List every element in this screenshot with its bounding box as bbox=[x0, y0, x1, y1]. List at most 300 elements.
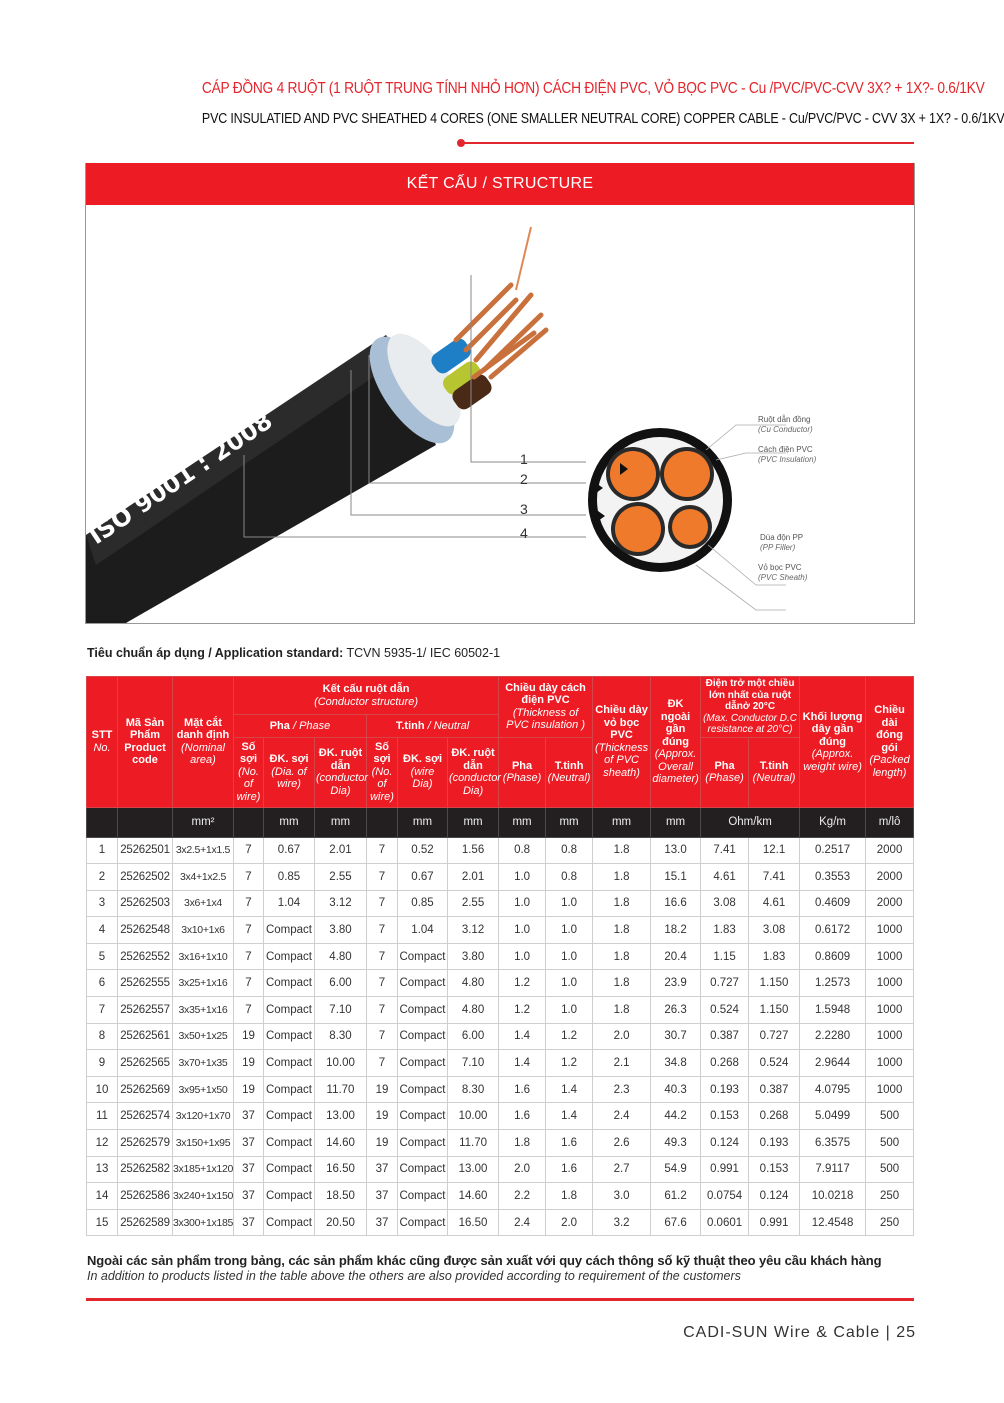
table-cell: 1.8 bbox=[593, 943, 651, 970]
units-row: mm² mm mm mm mm mm mm mm mm Ohm/km Kg/m m/lô bbox=[87, 807, 914, 837]
table-cell: 1.0 bbox=[499, 890, 546, 917]
table-cell: 7 bbox=[367, 864, 398, 891]
table-cell: 25262503 bbox=[118, 890, 173, 917]
table-cell: 1.5948 bbox=[800, 997, 866, 1024]
table-cell: 0.524 bbox=[701, 997, 749, 1024]
table-row bbox=[87, 943, 914, 970]
table-cell: 1.4 bbox=[546, 1076, 593, 1103]
table-cell: 2.55 bbox=[448, 890, 499, 917]
table-cell: 2000 bbox=[866, 890, 914, 917]
table-cell: 9 bbox=[87, 1050, 118, 1077]
col-phase-conductor-dia: ĐK. ruột dẫn (conductor Dia) bbox=[315, 737, 367, 807]
cable-print-text: ISO 9001 : 2008 bbox=[83, 406, 278, 550]
table-cell: 18.50 bbox=[315, 1183, 367, 1210]
table-cell: 0.524 bbox=[749, 1050, 800, 1077]
table-cell: 250 bbox=[866, 1209, 914, 1236]
table-cell: 1.2 bbox=[499, 970, 546, 997]
table-cell: 7 bbox=[367, 943, 398, 970]
table-cell: 2 bbox=[87, 864, 118, 891]
table-cell: 7.41 bbox=[749, 864, 800, 891]
col-stt: STT No. bbox=[87, 677, 118, 808]
table-cell: 25262586 bbox=[118, 1183, 173, 1210]
table-cell: 44.2 bbox=[651, 1103, 701, 1130]
table-cell: 7 bbox=[234, 943, 264, 970]
table-cell: 2.0 bbox=[593, 1023, 651, 1050]
table-cell: 4.80 bbox=[315, 943, 367, 970]
note-english: In addition to products listed in the table above the others are also provided according to requirement of the customers bbox=[87, 1269, 741, 1283]
table-cell: 1.8 bbox=[593, 837, 651, 864]
table-cell: 16.50 bbox=[315, 1156, 367, 1183]
table-cell: 1000 bbox=[866, 1050, 914, 1077]
table-cell: 25262582 bbox=[118, 1156, 173, 1183]
title-rule bbox=[462, 142, 914, 144]
table-cell: 13.00 bbox=[315, 1103, 367, 1130]
col-phase-group: Pha / Phase bbox=[234, 715, 367, 737]
table-cell: 8.30 bbox=[448, 1076, 499, 1103]
label-pvc-sheath: Vỏ bọc PVC (PVC Sheath) bbox=[758, 563, 808, 582]
table-row bbox=[87, 1183, 914, 1210]
table-row bbox=[87, 1156, 914, 1183]
table-cell: 1.0 bbox=[546, 917, 593, 944]
table-row bbox=[87, 1103, 914, 1130]
table-cell: 0.124 bbox=[749, 1183, 800, 1210]
table-cell: 12.4548 bbox=[800, 1209, 866, 1236]
table-cell: 13.0 bbox=[651, 837, 701, 864]
table-cell: 2.01 bbox=[315, 837, 367, 864]
table-cell: 8.30 bbox=[315, 1023, 367, 1050]
table-cell: 0.67 bbox=[264, 837, 315, 864]
table-cell: 11.70 bbox=[315, 1076, 367, 1103]
table-cell: Compact bbox=[264, 1183, 315, 1210]
table-cell: 3x240+1x150 bbox=[173, 1183, 234, 1210]
table-cell: 37 bbox=[234, 1103, 264, 1130]
table-cell: 14.60 bbox=[448, 1183, 499, 1210]
table-cell: 0.6172 bbox=[800, 917, 866, 944]
table-cell: 37 bbox=[367, 1183, 398, 1210]
table-cell: Compact bbox=[264, 943, 315, 970]
table-cell: 4.80 bbox=[448, 997, 499, 1024]
structure-panel bbox=[85, 163, 915, 624]
table-cell: 1.4 bbox=[499, 1023, 546, 1050]
table-cell: 7 bbox=[234, 970, 264, 997]
col-res-neutral: T.tinh (Neutral) bbox=[749, 737, 800, 807]
table-cell: 7 bbox=[367, 997, 398, 1024]
table-row bbox=[87, 837, 914, 864]
title-vietnamese: CÁP ĐỒNG 4 RUỘT (1 RUỘT TRUNG TÍNH NHỎ HƠN) CÁCH ĐIỆN PVC, VỎ BỌC PVC - Cu /PVC/PVC-CVV 3X? + 1X?- 0.6/1KV bbox=[201, 80, 985, 97]
table-cell: 1000 bbox=[866, 1076, 914, 1103]
table-cell: 2.01 bbox=[448, 864, 499, 891]
table-cell: 49.3 bbox=[651, 1130, 701, 1157]
col-conductor-structure: Kết cấu ruột dẫn (Conductor structure) bbox=[234, 677, 499, 715]
table-cell: Compact bbox=[398, 997, 448, 1024]
table-cell: 14.60 bbox=[315, 1130, 367, 1157]
table-cell: 1.4 bbox=[499, 1050, 546, 1077]
table-cell: 1.2 bbox=[546, 1050, 593, 1077]
table-cell: 2.4 bbox=[499, 1209, 546, 1236]
table-cell: 2.0 bbox=[499, 1156, 546, 1183]
table-cell: 0.268 bbox=[701, 1050, 749, 1077]
table-cell: 15 bbox=[87, 1209, 118, 1236]
table-cell: 25262589 bbox=[118, 1209, 173, 1236]
table-cell: 3x50+1x25 bbox=[173, 1023, 234, 1050]
table-cell: 7 bbox=[367, 890, 398, 917]
table-cell: 2.7 bbox=[593, 1156, 651, 1183]
label-cu-conductor: Ruột dẫn đồng (Cu Conductor) bbox=[758, 415, 813, 434]
table-cell: 4.80 bbox=[448, 970, 499, 997]
table-cell: 1.0 bbox=[546, 943, 593, 970]
table-cell: Compact bbox=[398, 1156, 448, 1183]
title-english: PVC INSULATIED AND PVC SHEATHED 4 CORES (ONE SMALLER NEUTRAL CORE) COPPER CABLE - Cu/PVC/PVC - CVV 3X + 1X? - 0.6/1KV bbox=[201, 111, 1004, 127]
table-cell: 3.12 bbox=[315, 890, 367, 917]
table-cell: 20.4 bbox=[651, 943, 701, 970]
table-cell: 2000 bbox=[866, 837, 914, 864]
callout-4: 4 bbox=[520, 525, 528, 541]
table-cell: 0.3553 bbox=[800, 864, 866, 891]
table-cell: 1.2 bbox=[546, 1023, 593, 1050]
table-cell: 0.153 bbox=[749, 1156, 800, 1183]
table-cell: 3.12 bbox=[448, 917, 499, 944]
col-area: Mặt cắt danh định (Nominal area) bbox=[173, 677, 234, 808]
label-pp-filler: Dùa độn PP (PP Filler) bbox=[760, 533, 804, 552]
table-cell: 1.6 bbox=[546, 1156, 593, 1183]
structure-illustration bbox=[83, 205, 914, 623]
table-cell: 3.0 bbox=[593, 1183, 651, 1210]
table-cell: 1.150 bbox=[749, 970, 800, 997]
table-cell: 7.9117 bbox=[800, 1156, 866, 1183]
col-dc-resistance: Điện trở một chiều lớn nhất của ruột dẫnở 20°C (Max. Conductor D.C resistance at 20°C) bbox=[701, 677, 800, 738]
table-cell: 1.150 bbox=[749, 997, 800, 1024]
table-cell: 37 bbox=[234, 1130, 264, 1157]
table-cell: 25262579 bbox=[118, 1130, 173, 1157]
table-cell: 1.0 bbox=[546, 970, 593, 997]
table-cell: 2.55 bbox=[315, 864, 367, 891]
table-cell: Compact bbox=[398, 1130, 448, 1157]
table-cell: 25262569 bbox=[118, 1076, 173, 1103]
table-cell: 3.08 bbox=[701, 890, 749, 917]
table-cell: 25262548 bbox=[118, 917, 173, 944]
col-neutral-conductor-dia: ĐK. ruột dẫn (conductor Dia) bbox=[448, 737, 499, 807]
table-cell: 1000 bbox=[866, 1023, 914, 1050]
callout-2: 2 bbox=[520, 471, 528, 487]
table-cell: Compact bbox=[264, 1209, 315, 1236]
table-cell: 11.70 bbox=[448, 1130, 499, 1157]
table-cell: Compact bbox=[264, 1050, 315, 1077]
table-cell: 0.4609 bbox=[800, 890, 866, 917]
table-cell: 20.50 bbox=[315, 1209, 367, 1236]
table-cell: 3x10+1x6 bbox=[173, 917, 234, 944]
table-cell: 3.80 bbox=[315, 917, 367, 944]
table-cell: 1.0 bbox=[499, 864, 546, 891]
table-cell: 10.00 bbox=[448, 1103, 499, 1130]
table-cell: 13 bbox=[87, 1156, 118, 1183]
table-cell: 3x4+1x2.5 bbox=[173, 864, 234, 891]
table-row bbox=[87, 1023, 914, 1050]
table-cell: 26.3 bbox=[651, 997, 701, 1024]
callout-1: 1 bbox=[520, 451, 528, 467]
table-cell: 7.10 bbox=[448, 1050, 499, 1077]
callout-3: 3 bbox=[520, 501, 528, 517]
table-cell: 37 bbox=[234, 1183, 264, 1210]
table-cell: 0.727 bbox=[749, 1023, 800, 1050]
table-cell: 37 bbox=[234, 1156, 264, 1183]
table-cell: 1.0 bbox=[499, 943, 546, 970]
table-cell: 3x70+1x35 bbox=[173, 1050, 234, 1077]
table-cell: 25262502 bbox=[118, 864, 173, 891]
table-cell: Compact bbox=[264, 1156, 315, 1183]
table-row bbox=[87, 1050, 914, 1077]
table-cell: 16.50 bbox=[448, 1209, 499, 1236]
table-cell: 19 bbox=[234, 1076, 264, 1103]
table-cell: 0.991 bbox=[749, 1209, 800, 1236]
table-cell: 3x25+1x16 bbox=[173, 970, 234, 997]
col-res-phase: Pha (Phase) bbox=[701, 737, 749, 807]
table-cell: 7 bbox=[367, 837, 398, 864]
table-cell: 1.4 bbox=[546, 1103, 593, 1130]
table-cell: 3x150+1x95 bbox=[173, 1130, 234, 1157]
table-cell: 37 bbox=[367, 1209, 398, 1236]
table-cell: 7 bbox=[367, 1050, 398, 1077]
table-cell: 1.0 bbox=[546, 890, 593, 917]
table-cell: 0.8 bbox=[546, 864, 593, 891]
table-cell: 0.124 bbox=[701, 1130, 749, 1157]
table-cell: 37 bbox=[234, 1209, 264, 1236]
table-cell: 1000 bbox=[866, 997, 914, 1024]
note-vietnamese: Ngoài các sản phẩm trong bảng, các sản phẩm khác cũng được sản xuất với quy cách thông số kỹ thuật theo yêu cầu khách hàng bbox=[87, 1253, 882, 1268]
table-cell: 500 bbox=[866, 1103, 914, 1130]
table-row bbox=[87, 997, 914, 1024]
table-cell: 6.3575 bbox=[800, 1130, 866, 1157]
table-row bbox=[87, 1209, 914, 1236]
table-cell: 8 bbox=[87, 1023, 118, 1050]
table-cell: 30.7 bbox=[651, 1023, 701, 1050]
table-cell: 1.8 bbox=[593, 864, 651, 891]
table-cell: 4.0795 bbox=[800, 1076, 866, 1103]
col-neutral-group: T.tinh / Neutral bbox=[367, 715, 499, 737]
table-cell: Compact bbox=[264, 997, 315, 1024]
table-cell: 0.153 bbox=[701, 1103, 749, 1130]
table-cell: 0.991 bbox=[701, 1156, 749, 1183]
table-cell: 1.8 bbox=[593, 890, 651, 917]
table-cell: 6 bbox=[87, 970, 118, 997]
table-cell: Compact bbox=[398, 943, 448, 970]
col-phase-no-wire: Số sợi (No. of wire) bbox=[234, 737, 264, 807]
standard-label: Tiêu chuẩn áp dụng / Application standard: bbox=[87, 646, 344, 660]
table-cell: 3x35+1x16 bbox=[173, 997, 234, 1024]
bottom-rule bbox=[86, 1298, 914, 1301]
structure-heading: KẾT CẤU / STRUCTURE bbox=[86, 163, 914, 205]
table-cell: 34.8 bbox=[651, 1050, 701, 1077]
table-cell: 0.8 bbox=[499, 837, 546, 864]
table-cell: 3x120+1x70 bbox=[173, 1103, 234, 1130]
table-cell: 1.8 bbox=[546, 1183, 593, 1210]
table-cell: 0.387 bbox=[749, 1076, 800, 1103]
table-cell: Compact bbox=[398, 1103, 448, 1130]
table-cell: Compact bbox=[264, 970, 315, 997]
table-cell: 2.9644 bbox=[800, 1050, 866, 1077]
table-cell: 67.6 bbox=[651, 1209, 701, 1236]
table-cell: 3.80 bbox=[448, 943, 499, 970]
table-cell: 3.08 bbox=[749, 917, 800, 944]
table-cell: 1.2573 bbox=[800, 970, 866, 997]
table-cell: 0.85 bbox=[264, 864, 315, 891]
table-cell: 23.9 bbox=[651, 970, 701, 997]
table-cell: 7 bbox=[367, 970, 398, 997]
table-cell: 1.6 bbox=[499, 1103, 546, 1130]
col-packed-length: Chiều dài đóng gói (Packed length) bbox=[866, 677, 914, 808]
table-cell: 1.83 bbox=[749, 943, 800, 970]
table-cell: Compact bbox=[264, 1130, 315, 1157]
table-cell: 1.0 bbox=[546, 997, 593, 1024]
table-cell: 0.268 bbox=[749, 1103, 800, 1130]
table-cell: Compact bbox=[398, 1183, 448, 1210]
table-cell: 7 bbox=[234, 997, 264, 1024]
table-row bbox=[87, 864, 914, 891]
table-cell: 3x16+1x10 bbox=[173, 943, 234, 970]
spec-table-body bbox=[87, 837, 914, 1236]
table-row bbox=[87, 917, 914, 944]
table-cell: 1.6 bbox=[499, 1076, 546, 1103]
table-cell: 2.2 bbox=[499, 1183, 546, 1210]
table-cell: 1.6 bbox=[546, 1130, 593, 1157]
table-cell: 0.0601 bbox=[701, 1209, 749, 1236]
table-cell: Compact bbox=[398, 1023, 448, 1050]
table-cell: 19 bbox=[367, 1130, 398, 1157]
table-cell: 25262552 bbox=[118, 943, 173, 970]
table-cell: 40.3 bbox=[651, 1076, 701, 1103]
table-cell: 0.387 bbox=[701, 1023, 749, 1050]
table-cell: 15.1 bbox=[651, 864, 701, 891]
table-cell: 1.04 bbox=[398, 917, 448, 944]
table-cell: 3x95+1x50 bbox=[173, 1076, 234, 1103]
table-cell: 2.2280 bbox=[800, 1023, 866, 1050]
table-cell: Compact bbox=[264, 1103, 315, 1130]
table-cell: Compact bbox=[264, 917, 315, 944]
table-cell: 11 bbox=[87, 1103, 118, 1130]
table-cell: 25262574 bbox=[118, 1103, 173, 1130]
table-cell: 2.1 bbox=[593, 1050, 651, 1077]
col-ins-neutral: T.tinh (Neutral) bbox=[546, 737, 593, 807]
table-cell: 1.8 bbox=[593, 997, 651, 1024]
table-row bbox=[87, 890, 914, 917]
table-cell: 14 bbox=[87, 1183, 118, 1210]
table-cell: 7 bbox=[234, 864, 264, 891]
table-cell: 6.00 bbox=[448, 1023, 499, 1050]
table-cell: 5 bbox=[87, 943, 118, 970]
table-cell: 16.6 bbox=[651, 890, 701, 917]
table-cell: 1.2 bbox=[499, 997, 546, 1024]
table-cell: 0.8 bbox=[546, 837, 593, 864]
table-cell: 13.00 bbox=[448, 1156, 499, 1183]
table-cell: 25262555 bbox=[118, 970, 173, 997]
table-cell: 54.9 bbox=[651, 1156, 701, 1183]
table-cell: 19 bbox=[234, 1050, 264, 1077]
table-cell: 7 bbox=[234, 917, 264, 944]
table-cell: 10.0218 bbox=[800, 1183, 866, 1210]
table-cell: 7 bbox=[367, 917, 398, 944]
table-cell: 12 bbox=[87, 1130, 118, 1157]
table-cell: 5.0499 bbox=[800, 1103, 866, 1130]
table-cell: 4.61 bbox=[749, 890, 800, 917]
label-pvc-insulation: Cách điện PVC (PVC Insulation) bbox=[758, 445, 817, 464]
table-cell: Compact bbox=[398, 1209, 448, 1236]
table-cell: 3x185+1x120 bbox=[173, 1156, 234, 1183]
table-cell: 0.67 bbox=[398, 864, 448, 891]
table-row bbox=[87, 1130, 914, 1157]
table-cell: 500 bbox=[866, 1130, 914, 1157]
table-cell: 2.3 bbox=[593, 1076, 651, 1103]
table-cell: 1000 bbox=[866, 917, 914, 944]
table-cell: 7 bbox=[367, 1023, 398, 1050]
table-cell: 1.0 bbox=[499, 917, 546, 944]
table-cell: 2.4 bbox=[593, 1103, 651, 1130]
table-cell: 10.00 bbox=[315, 1050, 367, 1077]
table-cell: 18.2 bbox=[651, 917, 701, 944]
table-cell: 25262561 bbox=[118, 1023, 173, 1050]
col-insulation-thickness: Chiều dày cách điện PVC (Thickness of PVC insulation ) bbox=[499, 677, 593, 738]
table-cell: 1.83 bbox=[701, 917, 749, 944]
table-cell: 1000 bbox=[866, 943, 914, 970]
table-cell: Compact bbox=[264, 1023, 315, 1050]
col-code: Mã Sản Phẩm Product code bbox=[118, 677, 173, 808]
table-row bbox=[87, 1076, 914, 1103]
table-cell: 3.2 bbox=[593, 1209, 651, 1236]
table-cell: 500 bbox=[866, 1156, 914, 1183]
table-cell: 0.0754 bbox=[701, 1183, 749, 1210]
table-cell: 1 bbox=[87, 837, 118, 864]
table-cell: 25262557 bbox=[118, 997, 173, 1024]
table-cell: 1.56 bbox=[448, 837, 499, 864]
table-cell: Compact bbox=[398, 1076, 448, 1103]
table-cell: 1.8 bbox=[593, 970, 651, 997]
table-cell: 0.2517 bbox=[800, 837, 866, 864]
table-cell: 0.8609 bbox=[800, 943, 866, 970]
table-cell: 12.1 bbox=[749, 837, 800, 864]
cable-illustration bbox=[83, 205, 914, 623]
table-cell: 0.193 bbox=[749, 1130, 800, 1157]
table-cell: 1.8 bbox=[499, 1130, 546, 1157]
col-overall-diameter: ĐK ngoài gần đúng (Approx. Overall diameter) bbox=[651, 677, 701, 808]
table-cell: 1.15 bbox=[701, 943, 749, 970]
table-cell: 7 bbox=[234, 837, 264, 864]
application-standard bbox=[87, 646, 500, 660]
table-cell: 2.0 bbox=[546, 1209, 593, 1236]
table-cell: 2.6 bbox=[593, 1130, 651, 1157]
table-cell: 0.85 bbox=[398, 890, 448, 917]
col-sheath-thickness: Chiều dày vỏ bọc PVC (Thickness of PVC sheath) bbox=[593, 677, 651, 808]
col-ins-phase: Pha (Phase) bbox=[499, 737, 546, 807]
table-cell: 61.2 bbox=[651, 1183, 701, 1210]
table-cell: Compact bbox=[398, 1050, 448, 1077]
table-cell: 250 bbox=[866, 1183, 914, 1210]
table-cell: 3 bbox=[87, 890, 118, 917]
table-cell: 19 bbox=[367, 1103, 398, 1130]
table-cell: 0.727 bbox=[701, 970, 749, 997]
table-cell: 19 bbox=[367, 1076, 398, 1103]
table-cell: 0.193 bbox=[701, 1076, 749, 1103]
table-cell: 1.8 bbox=[593, 917, 651, 944]
table-cell: 10 bbox=[87, 1076, 118, 1103]
table-cell: 37 bbox=[367, 1156, 398, 1183]
table-cell: 7.10 bbox=[315, 997, 367, 1024]
col-phase-wire-dia: ĐK. sợi (Dia. of wire) bbox=[264, 737, 315, 807]
table-cell: 7 bbox=[234, 890, 264, 917]
table-cell: 3x300+1x185 bbox=[173, 1209, 234, 1236]
table-cell: 0.52 bbox=[398, 837, 448, 864]
table-cell: 7 bbox=[87, 997, 118, 1024]
table-cell: 3x6+1x4 bbox=[173, 890, 234, 917]
table-cell: 2000 bbox=[866, 864, 914, 891]
table-cell: Compact bbox=[398, 970, 448, 997]
